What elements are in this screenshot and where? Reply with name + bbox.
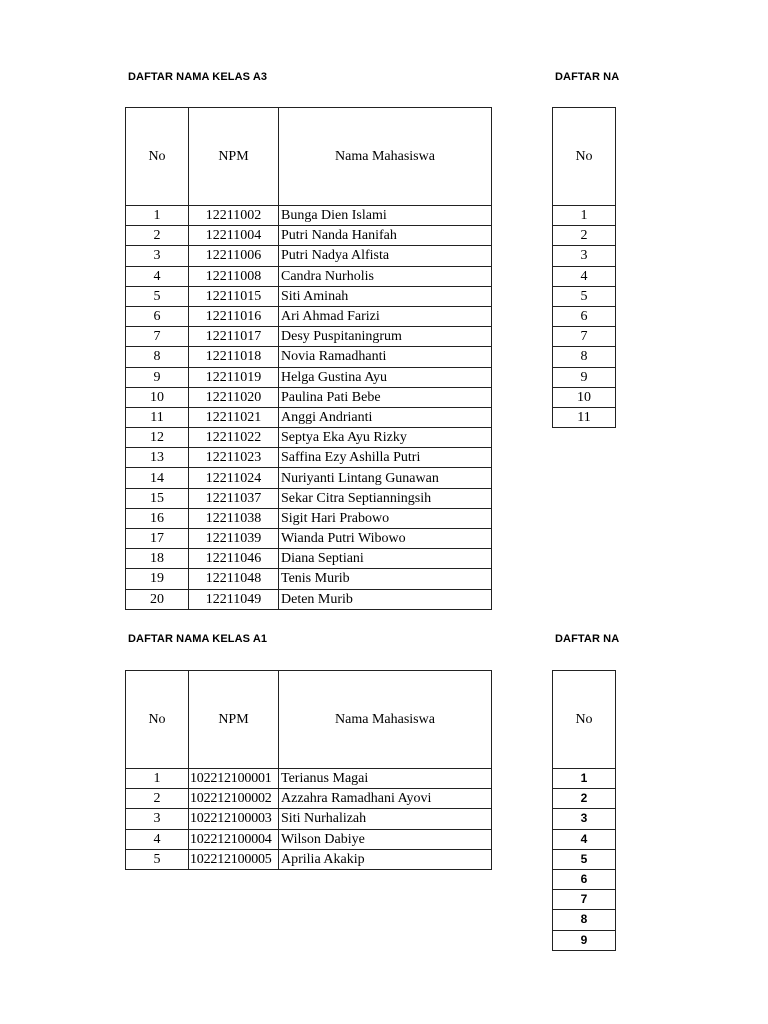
cell-npm: 12211016 — [189, 306, 279, 326]
cell-no: 5 — [553, 849, 616, 869]
header-npm: NPM — [189, 671, 279, 769]
table-row — [553, 226, 616, 246]
table-row — [553, 769, 616, 789]
cell-nama-mahasiswa: Wilson Dabiye — [279, 829, 492, 849]
cell-npm: 12211039 — [189, 529, 279, 549]
cell-npm: 12211021 — [189, 407, 279, 427]
cell-npm: 12211018 — [189, 347, 279, 367]
cell-nama-mahasiswa: Ari Ahmad Farizi — [279, 306, 492, 326]
cell-no: 6 — [553, 869, 616, 889]
table-row — [126, 367, 492, 387]
table-row — [126, 407, 492, 427]
table-row — [553, 327, 616, 347]
cell-no: 18 — [126, 549, 189, 569]
table-row — [553, 387, 616, 407]
cell-nama-mahasiswa: Helga Gustina Ayu — [279, 367, 492, 387]
cell-npm: 12211022 — [189, 428, 279, 448]
cell-no: 3 — [553, 809, 616, 829]
cell-no: 6 — [126, 306, 189, 326]
cell-npm: 12211024 — [189, 468, 279, 488]
cell-npm: 12211023 — [189, 448, 279, 468]
cell-no: 2 — [126, 226, 189, 246]
table-row — [126, 327, 492, 347]
cell-npm: 12211019 — [189, 367, 279, 387]
table-row — [126, 569, 492, 589]
cell-no: 7 — [553, 327, 616, 347]
cell-nama-mahasiswa: Aprilia Akakip — [279, 849, 492, 869]
cell-nama-mahasiswa: Putri Nanda Hanifah — [279, 226, 492, 246]
table-row — [126, 468, 492, 488]
cell-npm: 12211017 — [189, 327, 279, 347]
cell-npm: 102212100004 — [189, 829, 279, 849]
cell-no: 11 — [553, 407, 616, 427]
cell-no: 17 — [126, 529, 189, 549]
table-header-row — [126, 671, 492, 769]
cell-nama-mahasiswa: Putri Nadya Alfista — [279, 246, 492, 266]
table-row — [126, 206, 492, 226]
header-nama-mahasiswa: Nama Mahasiswa — [279, 671, 492, 769]
cell-no: 15 — [126, 488, 189, 508]
table-row — [126, 387, 492, 407]
table-row — [126, 306, 492, 326]
table-row — [553, 930, 616, 950]
cell-no: 6 — [553, 306, 616, 326]
cell-no: 9 — [553, 930, 616, 950]
table-row — [126, 448, 492, 468]
cell-nama-mahasiswa: Anggi Andrianti — [279, 407, 492, 427]
table-header-row — [553, 108, 616, 206]
right-top-title: DAFTAR NA — [555, 71, 620, 83]
kelas-a3-table — [125, 107, 492, 610]
table-row — [126, 266, 492, 286]
table-row — [553, 246, 616, 266]
header-nama-mahasiswa: Nama Mahasiswa — [279, 108, 492, 206]
cell-nama-mahasiswa: Bunga Dien Islami — [279, 206, 492, 226]
kelas-a3-title: DAFTAR NAMA KELAS A3 — [128, 71, 268, 83]
cell-nama-mahasiswa: Siti Nurhalizah — [279, 809, 492, 829]
table-row — [126, 226, 492, 246]
table-row — [126, 508, 492, 528]
cell-no: 16 — [126, 508, 189, 528]
cell-no: 2 — [553, 226, 616, 246]
table-row — [126, 286, 492, 306]
cell-no: 9 — [553, 367, 616, 387]
cell-npm: 102212100003 — [189, 809, 279, 829]
cell-no: 20 — [126, 589, 189, 609]
table-row — [553, 869, 616, 889]
table-row — [126, 488, 492, 508]
table-row — [553, 347, 616, 367]
cell-nama-mahasiswa: Novia Ramadhanti — [279, 347, 492, 367]
cell-no: 5 — [126, 849, 189, 869]
cell-no: 19 — [126, 569, 189, 589]
table-row — [553, 367, 616, 387]
table-row — [126, 549, 492, 569]
right-top-table — [552, 107, 616, 428]
table-row — [126, 789, 492, 809]
table-row — [553, 266, 616, 286]
table-row — [126, 809, 492, 829]
header-npm: NPM — [189, 108, 279, 206]
cell-nama-mahasiswa: Sigit Hari Prabowo — [279, 508, 492, 528]
cell-nama-mahasiswa: Diana Septiani — [279, 549, 492, 569]
right-bottom-title: DAFTAR NA — [555, 633, 620, 645]
table-row — [553, 286, 616, 306]
cell-nama-mahasiswa: Wianda Putri Wibowo — [279, 529, 492, 549]
cell-no: 4 — [553, 266, 616, 286]
cell-no: 5 — [553, 286, 616, 306]
header-no: No — [126, 671, 189, 769]
cell-npm: 12211049 — [189, 589, 279, 609]
table-row — [126, 849, 492, 869]
table-row — [553, 890, 616, 910]
cell-nama-mahasiswa: Siti Aminah — [279, 286, 492, 306]
cell-npm: 12211038 — [189, 508, 279, 528]
cell-no: 10 — [553, 387, 616, 407]
cell-npm: 12211015 — [189, 286, 279, 306]
header-no: No — [553, 671, 616, 769]
table-row — [126, 589, 492, 609]
cell-npm: 12211006 — [189, 246, 279, 266]
cell-nama-mahasiswa: Paulina Pati Bebe — [279, 387, 492, 407]
kelas-a1-title: DAFTAR NAMA KELAS A1 — [128, 633, 268, 645]
table-row — [126, 529, 492, 549]
table-row — [553, 849, 616, 869]
table-row — [553, 910, 616, 930]
cell-no: 1 — [126, 769, 189, 789]
right-bottom-table — [552, 670, 616, 951]
cell-nama-mahasiswa: Tenis Murib — [279, 569, 492, 589]
cell-no: 1 — [553, 769, 616, 789]
table-row — [553, 407, 616, 427]
cell-no: 13 — [126, 448, 189, 468]
cell-no: 4 — [126, 829, 189, 849]
table-header-row — [126, 108, 492, 206]
cell-no: 10 — [126, 387, 189, 407]
cell-npm: 12211037 — [189, 488, 279, 508]
cell-no: 14 — [126, 468, 189, 488]
table-row — [126, 829, 492, 849]
header-no: No — [126, 108, 189, 206]
cell-npm: 102212100002 — [189, 789, 279, 809]
cell-no: 4 — [126, 266, 189, 286]
cell-nama-mahasiswa: Septya Eka Ayu Rizky — [279, 428, 492, 448]
cell-no: 11 — [126, 407, 189, 427]
cell-nama-mahasiswa: Sekar Citra Septianningsih — [279, 488, 492, 508]
cell-no: 7 — [126, 327, 189, 347]
cell-nama-mahasiswa: Saffina Ezy Ashilla Putri — [279, 448, 492, 468]
cell-no: 1 — [553, 206, 616, 226]
cell-npm: 12211008 — [189, 266, 279, 286]
table-row — [126, 347, 492, 367]
cell-nama-mahasiswa: Terianus Magai — [279, 769, 492, 789]
cell-npm: 12211002 — [189, 206, 279, 226]
cell-npm: 12211004 — [189, 226, 279, 246]
cell-no: 2 — [553, 789, 616, 809]
cell-nama-mahasiswa: Azzahra Ramadhani Ayovi — [279, 789, 492, 809]
cell-npm: 12211020 — [189, 387, 279, 407]
cell-nama-mahasiswa: Deten Murib — [279, 589, 492, 609]
cell-nama-mahasiswa: Candra Nurholis — [279, 266, 492, 286]
table-row — [126, 246, 492, 266]
cell-no: 8 — [553, 347, 616, 367]
cell-no: 3 — [126, 246, 189, 266]
table-row — [126, 769, 492, 789]
cell-nama-mahasiswa: Nuriyanti Lintang Gunawan — [279, 468, 492, 488]
cell-no: 12 — [126, 428, 189, 448]
cell-nama-mahasiswa: Desy Puspitaningrum — [279, 327, 492, 347]
table-row — [553, 206, 616, 226]
table-row — [126, 428, 492, 448]
cell-no: 4 — [553, 829, 616, 849]
cell-npm: 102212100001 — [189, 769, 279, 789]
cell-no: 8 — [553, 910, 616, 930]
cell-npm: 12211046 — [189, 549, 279, 569]
cell-npm: 12211048 — [189, 569, 279, 589]
cell-no: 3 — [126, 809, 189, 829]
kelas-a1-table — [125, 670, 492, 870]
header-no: No — [553, 108, 616, 206]
cell-no: 7 — [553, 890, 616, 910]
cell-no: 2 — [126, 789, 189, 809]
cell-no: 9 — [126, 367, 189, 387]
table-row — [553, 829, 616, 849]
table-row — [553, 306, 616, 326]
cell-no: 1 — [126, 206, 189, 226]
cell-no: 8 — [126, 347, 189, 367]
cell-npm: 102212100005 — [189, 849, 279, 869]
table-row — [553, 809, 616, 829]
table-row — [553, 789, 616, 809]
cell-no: 5 — [126, 286, 189, 306]
cell-no: 3 — [553, 246, 616, 266]
table-header-row — [553, 671, 616, 769]
